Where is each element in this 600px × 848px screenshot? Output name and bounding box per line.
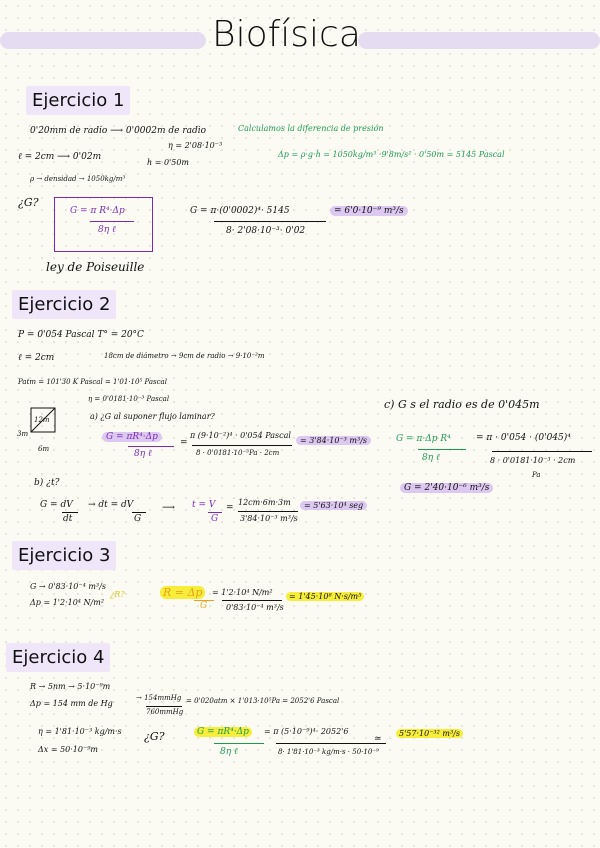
- e2-diametro: 18cm de diámetro → 9cm de radio → 9·10⁻²m: [104, 352, 265, 360]
- e2-question-a: a) ¿G al suponer flujo laminar?: [90, 412, 215, 421]
- e2-b2: → dt = dV: [88, 500, 134, 510]
- e2-a-numerator: π (9·10⁻²)⁴ · 0'054 Pascal: [190, 431, 291, 440]
- e1-ley-poiseuille: ley de Poiseuille: [46, 260, 145, 274]
- e1-dp-equation: Δp = ρ·g·h = 1050kg/m³ ·9'8m/s² · 0'50m = 5145 Pascal: [278, 150, 505, 159]
- e2-b-result: = 5'63·10⁴ seg: [300, 501, 367, 510]
- e2-b1-den: dt: [63, 514, 73, 524]
- e4-conv-numerator: → 154mmHg: [136, 694, 182, 702]
- e2-b2-den: G: [134, 514, 142, 524]
- title-stripe-right: [358, 32, 600, 49]
- e4-g-lhs-bar: [214, 743, 264, 744]
- e3-r-denominator: 0'83·10⁻⁴ m³/s: [226, 603, 284, 612]
- e1-g-result: = 6'0·10⁻⁹ m³/s: [330, 206, 408, 216]
- e2-question-b: b) ¿t?: [34, 478, 60, 488]
- e2-c-lhs-denominator: 8η ℓ: [422, 453, 440, 463]
- e2-label-12m: 12m: [34, 416, 50, 424]
- e2-b3-den: G: [211, 514, 219, 524]
- e2-label-3m: 3m: [17, 430, 29, 438]
- e2-b-denominator: 3'84·10⁻³ m³/s: [240, 514, 298, 523]
- page-title: Biofísica: [212, 14, 361, 55]
- e1-eta: η = 2'08·10⁻³: [168, 141, 223, 150]
- e3-r-result: = 1'45·10⁸ N·s/m⁵: [286, 592, 364, 601]
- e2-patm: Patm = 101'30 K Pascal = 1'01·10⁵ Pascal: [18, 378, 167, 386]
- e2-l: ℓ = 2cm: [18, 353, 55, 363]
- e2-a-lhs-numerator: G = πR⁴·Δp: [102, 432, 162, 442]
- e2-b2-bar: [132, 512, 146, 513]
- e2-b-bar: [238, 511, 298, 512]
- e3-dp: Δp = 1'2·10⁴ N/m²: [30, 598, 105, 607]
- e2-a-bar: [192, 445, 292, 446]
- e4-eta: η = 1'81·10⁻³ kg/m·s: [38, 727, 122, 736]
- e2-c-lhs-numerator: G = π·Δp R⁴: [396, 434, 451, 444]
- e2-c-result: G = 2'40·10⁻⁶ m³/s: [400, 483, 493, 493]
- e1-calc-note: Calculamos la diferencia de presión: [238, 124, 384, 133]
- e4-conv-denominator: 760mmHg: [146, 708, 184, 716]
- e2-c-pa: Pa: [532, 471, 541, 479]
- e2-question-c: c) G s el radio es de 0'045m: [384, 398, 540, 411]
- title-stripe-left: [0, 32, 206, 49]
- e1-g-numerator: G = π·(0'0002)⁴· 5145: [190, 206, 290, 216]
- e3-r-lhs: R = Δp: [160, 586, 205, 599]
- e2-a-denominator: 8 · 0'0181·10⁻³Pa · 2cm: [196, 449, 280, 457]
- e4-g-bar: [276, 743, 386, 744]
- e2-p: P = 0'054 Pascal T° = 20°C: [18, 330, 144, 340]
- e2-eta: η = 0'0181·10⁻³ Pascal: [88, 395, 170, 403]
- ejercicio-2-heading: Ejercicio 2: [12, 290, 116, 319]
- e4-g-numerator: = π (5·10⁻⁹)⁴· 2052'6: [264, 727, 349, 736]
- e1-rho: ρ → densidad → 1050kg/m³: [30, 175, 126, 183]
- e2-c-denominator: 8 · 0'0181·10⁻³ · 2cm: [490, 456, 576, 465]
- e3-g: G → 0'83·10⁻⁴ m³/s: [30, 582, 106, 591]
- e2-a-equals: =: [180, 438, 188, 448]
- e2-b3-bar: [208, 512, 222, 513]
- e4-g-lhs: G = πR⁴·Δp: [194, 727, 252, 737]
- ejercicio-1-heading: Ejercicio 1: [26, 86, 130, 115]
- e4-g-denominator: 8· 1'81·10⁻³ kg/m·s · 50·10⁻⁹: [278, 748, 379, 756]
- e2-a-result: = 3'84·10⁻³ m³/s: [296, 436, 371, 445]
- e4-conv-bar: [146, 706, 182, 707]
- e1-g-fraction-bar: [214, 221, 326, 222]
- e3-question: ¿R?: [110, 590, 125, 599]
- e2-a-lhs-denominator: 8η ℓ: [134, 449, 152, 459]
- e2-b1: G = dV: [40, 500, 73, 510]
- e1-l: ℓ = 2cm ⟶ 0'02m: [18, 152, 102, 162]
- e4-g-result: 5'57·10⁻³² m³/s: [396, 729, 463, 738]
- e1-box-numerator: G = π R⁴·Δp: [70, 206, 125, 216]
- e2-b3: t = V: [192, 500, 216, 510]
- e3-r-numerator: = 1'2·10⁴ N/m²: [212, 588, 273, 597]
- e4-conv-result: = 0'020atm × 1'013·10⁵Pa = 2052'6 Pascal: [186, 697, 340, 705]
- e2-c-lhs-bar: [418, 449, 466, 450]
- e4-dp: Δp = 154 mm de Hg: [30, 699, 113, 708]
- e2-b-numerator: 12cm·6m·3m: [238, 498, 291, 507]
- e2-b-equals: =: [226, 503, 234, 513]
- ejercicio-3-heading: Ejercicio 3: [12, 541, 116, 570]
- e1-radio: 0'20mm de radio ⟶ 0'0002m de radio: [30, 126, 207, 136]
- e1-h: h = 0'50m: [147, 158, 189, 167]
- e3-r-bar: [222, 600, 282, 601]
- e2-c-bar: [492, 451, 592, 452]
- e1-box-fraction-bar: [90, 221, 134, 222]
- e2-label-6m: 6m: [38, 445, 50, 453]
- e2-b1-bar: [62, 512, 78, 513]
- e4-question: ¿G?: [144, 730, 165, 743]
- e4-dx: Δx = 50·10⁻⁹m: [38, 745, 98, 754]
- ejercicio-4-heading: Ejercicio 4: [6, 643, 110, 672]
- e1-g-denominator: 8· 2'08·10⁻³· 0'02: [226, 226, 306, 236]
- e4-approx: ≃: [374, 734, 382, 744]
- e3-r-lhs-den: G: [200, 601, 208, 611]
- e1-box-denominator: 8η ℓ: [98, 225, 116, 235]
- e2-c-numerator: = π · 0'054 · (0'045)⁴: [476, 433, 571, 443]
- e1-question: ¿G?: [18, 196, 39, 209]
- e2-tank-sketch: [28, 405, 60, 443]
- e2-a-lhs-bar: [128, 446, 174, 447]
- e4-r: R → 5nm → 5·10⁻⁹m: [30, 682, 111, 691]
- e2-b-arrow: ⟶: [162, 503, 175, 513]
- e4-g-lhs-den: 8η ℓ: [220, 747, 238, 757]
